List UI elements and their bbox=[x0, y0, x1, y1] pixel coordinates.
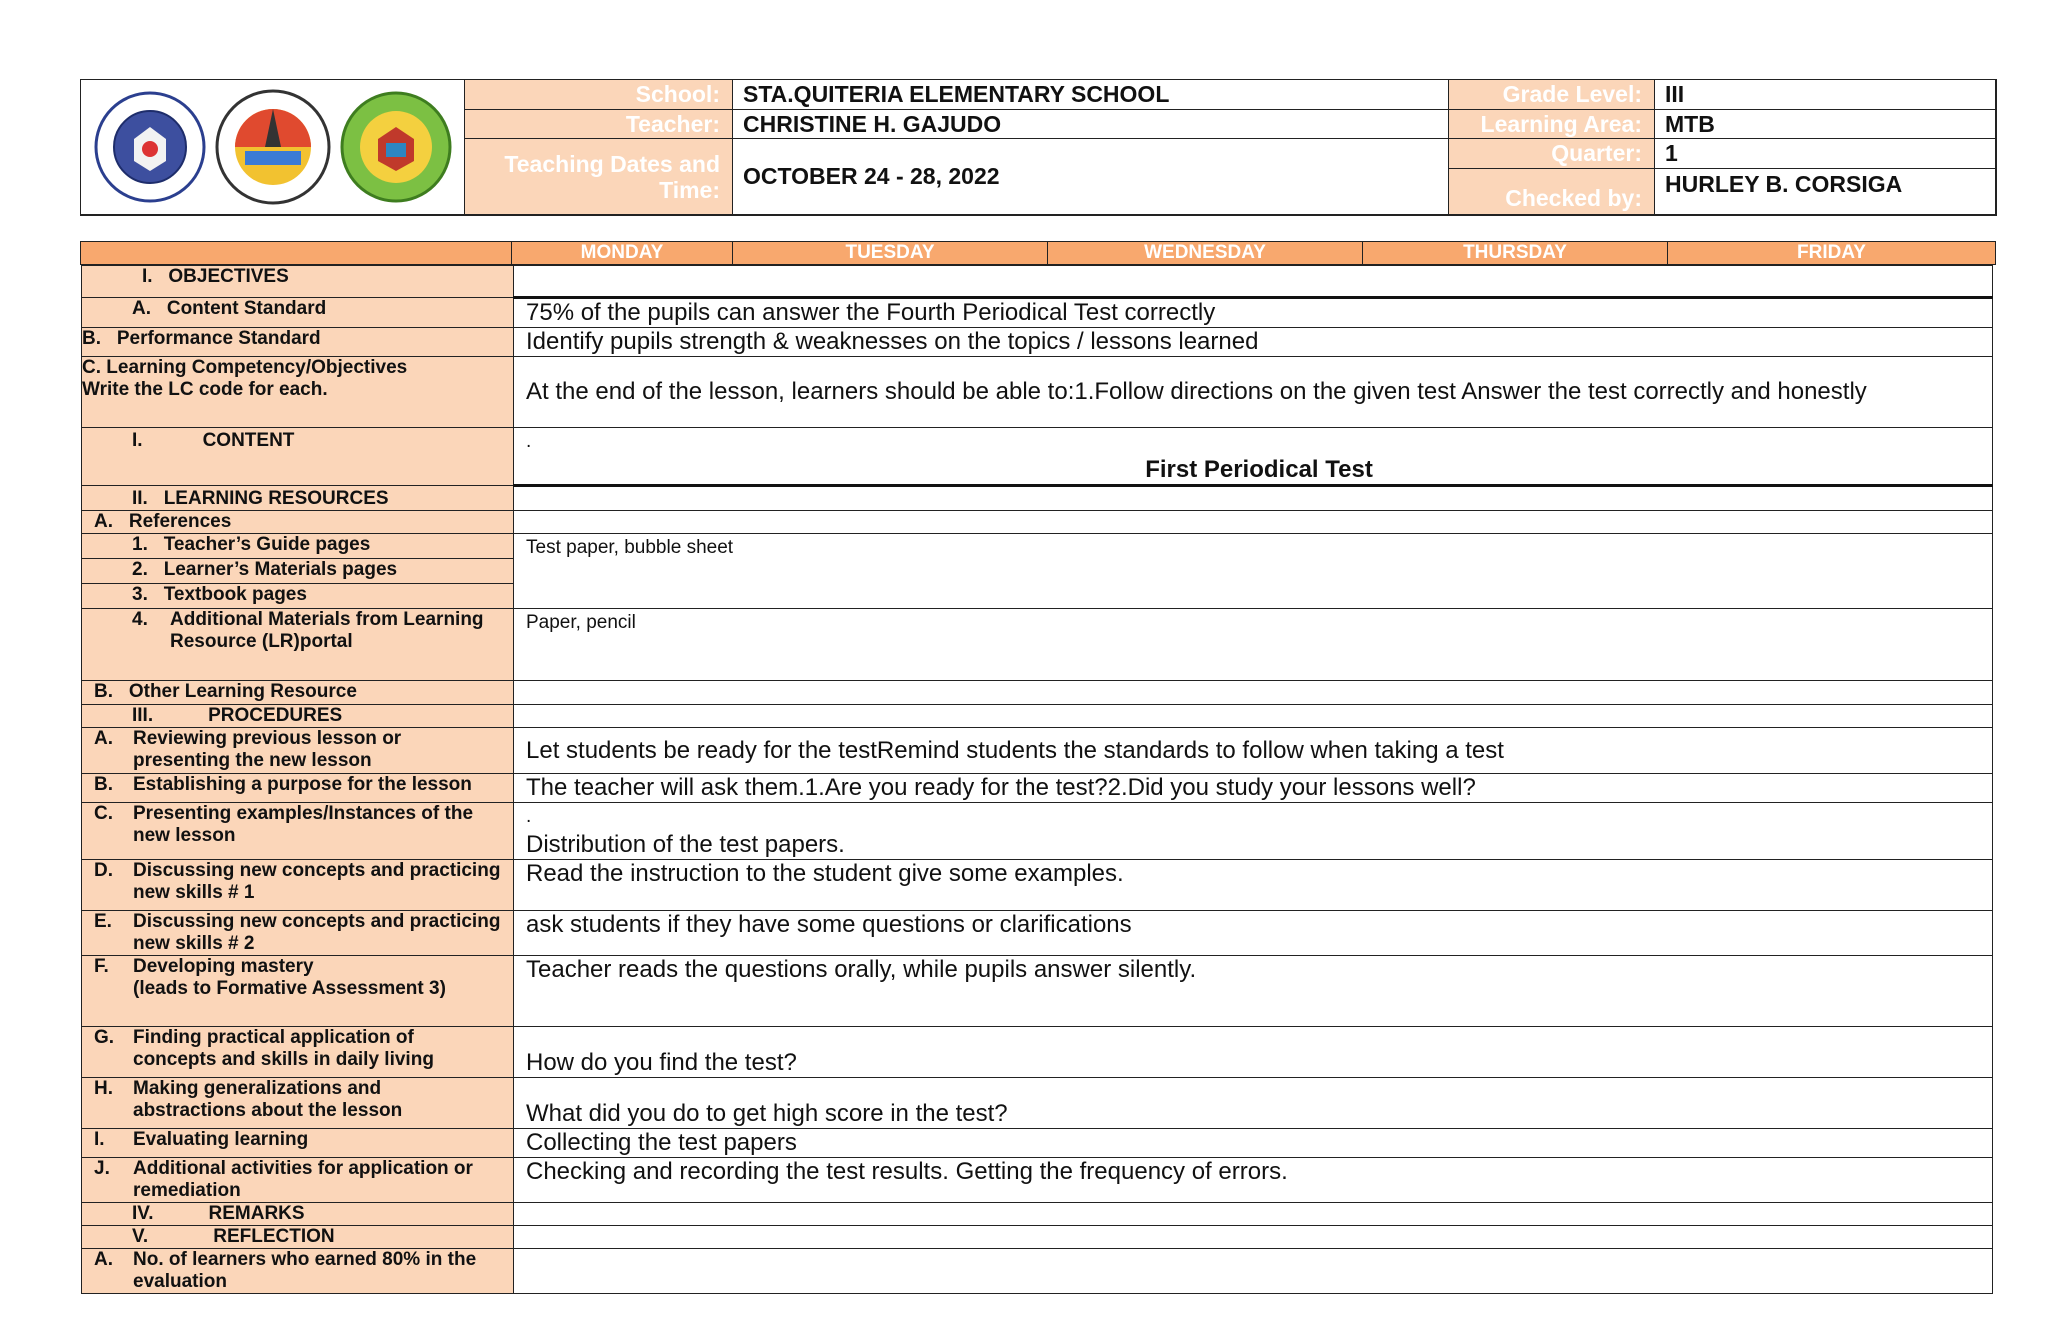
day-monday: MONDAY bbox=[512, 242, 733, 264]
quarter-label: Quarter: bbox=[1449, 139, 1655, 169]
objectives-label: I. OBJECTIVES bbox=[82, 266, 514, 298]
procedure-d-label: D. Discussing new concepts and practicing new skills # 1 bbox=[82, 860, 514, 911]
teaching-dates-label: Teaching Dates and Time: bbox=[465, 139, 733, 215]
procedure-e-label: E. Discussing new concepts and practicing new skills # 2 bbox=[82, 911, 514, 956]
table-row bbox=[82, 486, 1993, 511]
procedure-h-value: What did you do to get high score in the test? bbox=[514, 1078, 1993, 1129]
content-standard-value: 75% of the pupils can answer the Fourth Periodical Test correctly bbox=[514, 298, 1993, 328]
quarter-checked-stack bbox=[1449, 139, 1996, 215]
table-row bbox=[82, 681, 1993, 705]
teacher-value: CHRISTINE H. GAJUDO bbox=[733, 110, 1449, 139]
logos bbox=[81, 80, 465, 215]
content-title: First Periodical Test bbox=[1145, 456, 1373, 483]
checked-by-label: Checked by: bbox=[1449, 169, 1655, 215]
table-row bbox=[82, 728, 1993, 774]
procedure-f-label: F. Developing mastery (leads to Formative Assessment 3) bbox=[82, 956, 514, 1027]
table-row bbox=[82, 1078, 1993, 1129]
table-row bbox=[82, 428, 1993, 486]
table-row bbox=[82, 1249, 1993, 1294]
table-row bbox=[82, 357, 1993, 428]
learning-resources-label: II. LEARNING RESOURCES bbox=[82, 486, 514, 511]
procedure-e-value: ask students if they have some questions or clarifications bbox=[514, 911, 1993, 956]
day-friday: FRIDAY bbox=[1797, 242, 1866, 263]
other-learning-resource-value bbox=[514, 681, 1993, 705]
remarks-value bbox=[514, 1203, 1993, 1226]
table-row bbox=[82, 860, 1993, 911]
table-row bbox=[82, 1129, 1993, 1158]
procedure-i-value: Collecting the test papers bbox=[514, 1129, 1993, 1158]
deped-seal-icon bbox=[94, 91, 206, 203]
textbook-pages-label: 3. Textbook pages bbox=[82, 584, 514, 609]
learning-resources-value bbox=[514, 486, 1993, 511]
table-row bbox=[82, 609, 1993, 681]
performance-standard-value: Identify pupils strength & weaknesses on the topics / lessons learned bbox=[514, 328, 1993, 357]
grade-level-value: III bbox=[1655, 80, 1996, 110]
content-standard-label: A. Content Standard bbox=[82, 298, 514, 328]
reflection-value bbox=[514, 1226, 1993, 1249]
reflection-a-label: A. No. of learners who earned 80% in the evaluation bbox=[82, 1249, 514, 1294]
procedure-j-label: J. Additional activities for application or remediation bbox=[82, 1158, 514, 1203]
table-row bbox=[82, 534, 1993, 559]
procedure-a-value: Let students be ready for the testRemind students the standards to follow when taking a test bbox=[514, 728, 1993, 774]
reflection-label: V. REFLECTION bbox=[82, 1226, 514, 1249]
content-value: . First Periodical Test bbox=[514, 428, 1993, 486]
teacher-label: Teacher: bbox=[465, 110, 733, 139]
procedure-b-label: B. Establishing a purpose for the lesson bbox=[82, 774, 514, 803]
procedure-h-label: H. Making generalizations and abstractions about the lesson bbox=[82, 1078, 514, 1129]
checked-by-value: HURLEY B. CORSIGA bbox=[1655, 169, 1996, 215]
day-header-row bbox=[80, 241, 1996, 265]
procedure-c-value: . Distribution of the test papers. bbox=[514, 803, 1993, 860]
additional-materials-value: Paper, pencil bbox=[514, 609, 1993, 681]
procedure-b-value: The teacher will ask them.1.Are you ready for the test?2.Did you study your lessons well? bbox=[514, 774, 1993, 803]
procedure-a-label: A. Reviewing previous lesson or presenting the new lesson bbox=[82, 728, 514, 774]
table-row bbox=[82, 1027, 1993, 1078]
day-header-blank bbox=[81, 242, 512, 264]
references-value bbox=[514, 511, 1993, 534]
reflection-a-value bbox=[514, 1249, 1993, 1294]
procedure-i-label: I. Evaluating learning bbox=[82, 1129, 514, 1158]
learning-area-label: Learning Area: bbox=[1449, 110, 1655, 139]
table-row bbox=[82, 266, 1993, 298]
procedures-label: III. PROCEDURES bbox=[82, 705, 514, 728]
procedures-value bbox=[514, 705, 1993, 728]
performance-standard-label: B. Performance Standard bbox=[82, 328, 514, 357]
procedure-j-value: Checking and recording the test results. Getting the frequency of errors. bbox=[514, 1158, 1993, 1203]
references-label: A. References bbox=[82, 511, 514, 534]
table-row bbox=[82, 705, 1993, 728]
teachers-guide-label: 1. Teacher’s Guide pages bbox=[82, 534, 514, 559]
day-wednesday: WEDNESDAY bbox=[1048, 242, 1363, 264]
table-row bbox=[82, 1203, 1993, 1226]
schools-division-office-caloocan-seal-icon bbox=[215, 89, 331, 205]
teaching-dates-value: OCTOBER 24 - 28, 2022 bbox=[733, 139, 1449, 215]
table-row bbox=[82, 328, 1993, 357]
content-label: I. CONTENT bbox=[82, 428, 514, 486]
learners-materials-label: 2. Learner’s Materials pages bbox=[82, 559, 514, 584]
procedure-g-value: How do you find the test? bbox=[514, 1027, 1993, 1078]
day-thursday: THURSDAY bbox=[1363, 242, 1668, 264]
learning-competency-value: At the end of the lesson, learners should be able to:1.Follow directions on the given test Answer the test correctly and honestly bbox=[514, 357, 1993, 428]
day-tuesday: TUESDAY bbox=[733, 242, 1048, 264]
grade-level-label: Grade Level: bbox=[1449, 80, 1655, 110]
learning-area-value: MTB bbox=[1655, 110, 1996, 139]
table-row bbox=[82, 1226, 1993, 1249]
objectives-value bbox=[514, 266, 1993, 298]
table-row bbox=[82, 298, 1993, 328]
procedure-f-value: Teacher reads the questions orally, while pupils answer silently. bbox=[514, 956, 1993, 1027]
other-learning-resource-label: B. Other Learning Resource bbox=[82, 681, 514, 705]
remarks-label: IV. REMARKS bbox=[82, 1203, 514, 1226]
table-row bbox=[82, 511, 1993, 534]
table-row bbox=[82, 774, 1993, 803]
table-row bbox=[82, 911, 1993, 956]
additional-materials-label: 4. Additional Materials from Learning Resource (LR)portal bbox=[82, 609, 514, 681]
sta-quiteria-elementary-school-seal-icon bbox=[340, 91, 452, 203]
learning-competency-label: C. Learning Competency/Objectives Write the LC code for each. bbox=[82, 357, 514, 428]
teachers-guide-value: Test paper, bubble sheet bbox=[514, 534, 1993, 609]
table-row bbox=[82, 1158, 1993, 1203]
school-label: School: bbox=[465, 80, 733, 110]
lesson-plan-table bbox=[81, 265, 1993, 1294]
table-row bbox=[82, 956, 1993, 1027]
header-table bbox=[80, 79, 1997, 216]
procedure-c-label: C. Presenting examples/Instances of the new lesson bbox=[82, 803, 514, 860]
table-row bbox=[82, 803, 1993, 860]
school-value: STA.QUITERIA ELEMENTARY SCHOOL bbox=[733, 80, 1449, 110]
procedure-g-label: G. Finding practical application of concepts and skills in daily living bbox=[82, 1027, 514, 1078]
quarter-value: 1 bbox=[1655, 139, 1996, 169]
procedure-d-value: Read the instruction to the student give some examples. bbox=[514, 860, 1993, 911]
